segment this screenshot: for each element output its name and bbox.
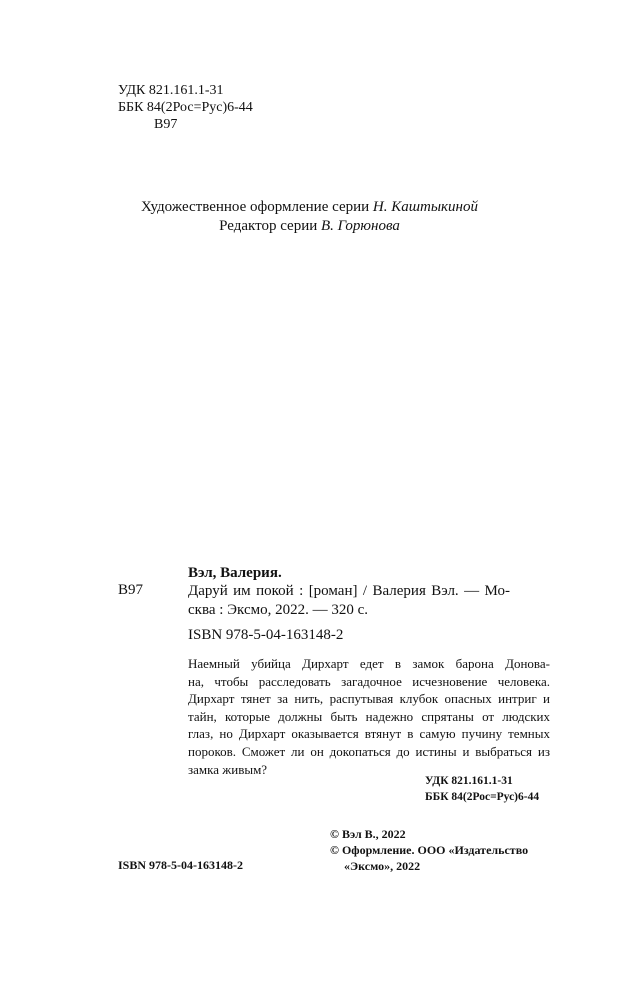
annotation-line: тайн, которые должны быть надежно спрятаны от людских <box>188 708 550 724</box>
design-credit-name: Н. Каштыкиной <box>372 199 478 215</box>
record-isbn: ISBN 978-5-04-163148-2 <box>188 627 344 643</box>
editor-credit-label: Редактор серии <box>219 218 322 234</box>
record-line: Даруй им покой : [роман] / Валерия Вэл. — Мо- <box>188 583 510 599</box>
bbk-code: ББК 84(2Рос=Рус)6-44 <box>118 100 253 115</box>
annotation-line: пороков. Сможет ли он докопаться до истины и выбраться из <box>188 743 550 759</box>
record-line: сква : Эксмо, 2022. — 320 с. <box>188 602 369 618</box>
copyright-author: © Вэл В., 2022 <box>330 827 406 841</box>
record-cutter: В97 <box>118 582 144 598</box>
annotation-line: Наемный убийца Дирхарт едет в замок барона Донова- <box>188 656 550 671</box>
copyright-design: © Оформление. ООО «Издательство <box>330 843 529 857</box>
udk-code: УДК 821.161.1-31 <box>118 83 224 98</box>
annotation-line: Дирхарт тянет за нить, распутывая клубок опасных интриг и <box>188 691 550 707</box>
record-author: Вэл, Валерия. <box>188 565 282 581</box>
bottom-udk-code: УДК 821.161.1-31 <box>425 775 513 787</box>
cutter-code: В97 <box>154 117 178 132</box>
annotation-line: замка живым? <box>188 761 268 777</box>
top-classification-codes <box>118 82 253 133</box>
isbn-bottom: ISBN 978-5-04-163148-2 <box>118 858 243 872</box>
editor-credit <box>0 217 619 236</box>
copyright-publisher: «Эксмо», 2022 <box>344 859 421 873</box>
design-credit-label: Художественное оформление серии <box>140 199 373 215</box>
series-credits <box>0 198 619 236</box>
bottom-bbk-code: ББК 84(2Рос=Рус)6-44 <box>425 791 540 803</box>
annotation <box>188 655 550 778</box>
record-description <box>188 582 510 620</box>
copyright-block <box>330 826 528 874</box>
bottom-classification-codes <box>425 773 539 805</box>
annotation-line: на, чтобы расследовать загадочное исчезновение человека. <box>188 673 550 689</box>
annotation-line: глаз, но Дирхарт оказывается втянут в самую пучину темных <box>188 726 550 742</box>
design-credit <box>0 198 619 217</box>
editor-credit-name: В. Горюнова <box>321 218 400 234</box>
